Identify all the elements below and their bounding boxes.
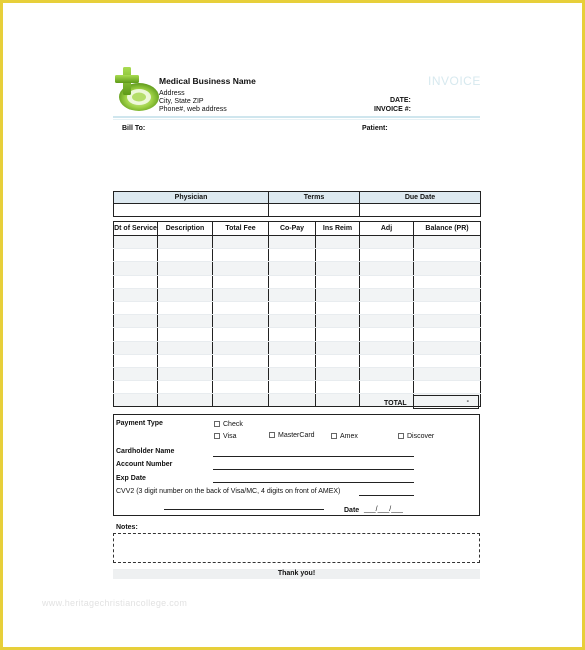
cvv-label: CVV2 (3 digit number on the back of Visa/MC, 4 digits on front of AMEX) [116,488,341,495]
adj-cell[interactable] [360,381,414,394]
balance-cell[interactable] [414,249,481,262]
table-row [114,367,481,380]
description-cell[interactable] [158,367,213,380]
payment-date-label: Date [344,507,360,514]
adj-cell[interactable] [360,288,414,301]
total-value: - [466,398,469,405]
exp-date-label: Exp Date [116,475,146,482]
co-pay-cell[interactable] [269,354,316,367]
company-name: Medical Business Name [159,76,256,86]
table-row [114,249,481,262]
total-fee-cell[interactable] [213,301,269,314]
line-items-table [113,221,481,407]
table-row [114,275,481,288]
balance-cell[interactable] [414,301,481,314]
physician-cell[interactable] [114,204,269,217]
header-divider-thin [113,119,480,120]
dt-of-service-cell[interactable] [114,354,158,367]
co-pay-cell[interactable] [269,381,316,394]
thank-you-text: Thank you! [277,570,316,577]
co-pay-cell[interactable] [269,249,316,262]
table-row [114,341,481,354]
thank-you-band [113,569,480,579]
ins-reim-cell[interactable] [316,315,360,328]
total-fee-cell[interactable] [213,394,269,407]
ins-reim-cell[interactable] [316,328,360,341]
total-label: TOTAL [384,400,407,407]
description-cell[interactable] [158,301,213,314]
table-row [114,328,481,341]
adj-cell[interactable] [360,341,414,354]
table-row [114,262,481,275]
mastercard-label: MasterCard [278,432,315,439]
mastercard-checkbox[interactable] [269,432,275,438]
address-line: Address [159,90,185,97]
co-pay-header: Co-Pay [269,222,316,236]
dt-of-service-cell[interactable] [114,236,158,249]
description-cell[interactable] [158,288,213,301]
description-cell[interactable] [158,249,213,262]
balance-cell[interactable] [414,341,481,354]
ins-reim-cell[interactable] [316,341,360,354]
total-fee-cell[interactable] [213,249,269,262]
discover-label: Discover [407,433,435,440]
table-row [114,315,481,328]
adj-cell[interactable] [360,262,414,275]
description-cell[interactable] [158,354,213,367]
balance-header: Balance (PR) [414,222,481,236]
dt-of-service-cell[interactable] [114,301,158,314]
bill-to-label: Bill To: [122,125,146,132]
total-fee-cell[interactable] [213,341,269,354]
description-cell[interactable] [158,262,213,275]
total-fee-cell[interactable] [213,354,269,367]
table-row [114,354,481,367]
due-date-header: Due Date [360,192,481,204]
balance-cell[interactable] [414,328,481,341]
patient-label: Patient: [362,125,388,132]
medical-cross-logo-icon [112,63,160,115]
ins-reim-cell[interactable] [316,275,360,288]
co-pay-cell[interactable] [269,236,316,249]
dt-of-service-cell[interactable] [114,341,158,354]
terms-cell[interactable] [269,204,360,217]
total-fee-cell[interactable] [213,315,269,328]
dt-of-service-cell[interactable] [114,367,158,380]
dt-of-service-header: Dt of Service [114,222,158,236]
visa-option[interactable] [214,432,237,441]
due-date-cell[interactable] [360,204,481,217]
description-cell[interactable] [158,381,213,394]
notes-box[interactable] [113,533,480,563]
balance-cell[interactable] [414,236,481,249]
ins-reim-cell[interactable] [316,288,360,301]
total-fee-cell[interactable] [213,275,269,288]
line-item-rows [114,236,481,407]
cvv-line[interactable] [359,495,414,496]
dt-of-service-cell[interactable] [114,394,158,407]
adj-cell[interactable] [360,249,414,262]
co-pay-cell[interactable] [269,394,316,407]
table-row [114,236,481,249]
check-option[interactable] [214,420,243,429]
account-number-line[interactable] [213,469,414,470]
adj-cell[interactable] [360,315,414,328]
co-pay-cell[interactable] [269,367,316,380]
co-pay-cell[interactable] [269,262,316,275]
check-checkbox[interactable] [214,421,220,427]
ins-reim-cell[interactable] [316,262,360,275]
table-row [114,381,481,394]
invoice-number-label: INVOICE #: [374,106,411,113]
header-divider [113,116,480,118]
physician-table [113,191,481,217]
adj-cell[interactable] [360,275,414,288]
dt-of-service-cell[interactable] [114,249,158,262]
visa-checkbox[interactable] [214,433,220,439]
total-fee-cell[interactable] [213,262,269,275]
balance-cell[interactable] [414,275,481,288]
adj-cell[interactable] [360,354,414,367]
ins-reim-cell[interactable] [316,249,360,262]
date-label: DATE: [390,97,411,104]
adj-cell[interactable] [360,328,414,341]
co-pay-cell[interactable] [269,328,316,341]
balance-cell[interactable] [414,367,481,380]
ins-reim-cell[interactable] [316,381,360,394]
mastercard-option[interactable] [269,431,315,440]
dt-of-service-cell[interactable] [114,275,158,288]
balance-cell[interactable] [414,315,481,328]
description-cell[interactable] [158,275,213,288]
cardholder-line[interactable] [213,456,414,457]
payment-date-field[interactable]: ___/___/___ [364,506,403,513]
ins-reim-cell[interactable] [316,394,360,407]
dt-of-service-cell[interactable] [114,328,158,341]
description-cell[interactable] [158,328,213,341]
notes-label: Notes: [116,524,138,531]
description-cell[interactable] [158,394,213,407]
co-pay-cell[interactable] [269,341,316,354]
adj-cell[interactable] [360,236,414,249]
co-pay-cell[interactable] [269,315,316,328]
description-cell[interactable] [158,315,213,328]
dt-of-service-cell[interactable] [114,262,158,275]
ins-reim-cell[interactable] [316,367,360,380]
total-fee-cell[interactable] [213,367,269,380]
adj-header: Adj [360,222,414,236]
co-pay-cell[interactable] [269,275,316,288]
ins-reim-cell[interactable] [316,236,360,249]
co-pay-cell[interactable] [269,301,316,314]
table-row [114,288,481,301]
cardholder-label: Cardholder Name [116,448,175,455]
balance-cell[interactable] [414,381,481,394]
balance-cell[interactable] [414,262,481,275]
invoice-title: INVOICE [428,74,481,88]
amex-label: Amex [340,433,358,440]
dt-of-service-cell[interactable] [114,315,158,328]
physician-header: Physician [114,192,269,204]
terms-header: Terms [269,192,360,204]
dt-of-service-cell[interactable] [114,288,158,301]
balance-cell[interactable] [414,288,481,301]
adj-cell[interactable] [360,367,414,380]
exp-date-line[interactable] [213,482,414,483]
description-cell[interactable] [158,341,213,354]
adj-cell[interactable] [360,301,414,314]
co-pay-cell[interactable] [269,288,316,301]
ins-reim-header: Ins Reim [316,222,360,236]
check-label: Check [223,421,243,428]
description-cell[interactable] [158,236,213,249]
total-fee-header: Total Fee [213,222,269,236]
city-state-zip: City, State ZIP [159,98,204,105]
account-number-label: Account Number [116,461,173,468]
discover-option[interactable] [398,432,434,441]
amex-option[interactable] [331,432,358,441]
amex-checkbox[interactable] [331,433,337,439]
total-box [413,395,479,409]
ins-reim-cell[interactable] [316,354,360,367]
payment-type-label: Payment Type [116,420,163,427]
total-fee-cell[interactable] [213,288,269,301]
table-row [114,301,481,314]
total-fee-cell[interactable] [213,236,269,249]
phone-web: Phone#, web address [159,106,227,113]
total-fee-cell[interactable] [213,328,269,341]
description-header: Description [158,222,213,236]
ins-reim-cell[interactable] [316,301,360,314]
watermark-text: www.heritagechristiancollege.com [42,598,188,608]
visa-label: Visa [223,433,237,440]
signature-line[interactable] [164,509,324,510]
total-fee-cell[interactable] [213,381,269,394]
dt-of-service-cell[interactable] [114,381,158,394]
discover-checkbox[interactable] [398,433,404,439]
balance-cell[interactable] [414,354,481,367]
